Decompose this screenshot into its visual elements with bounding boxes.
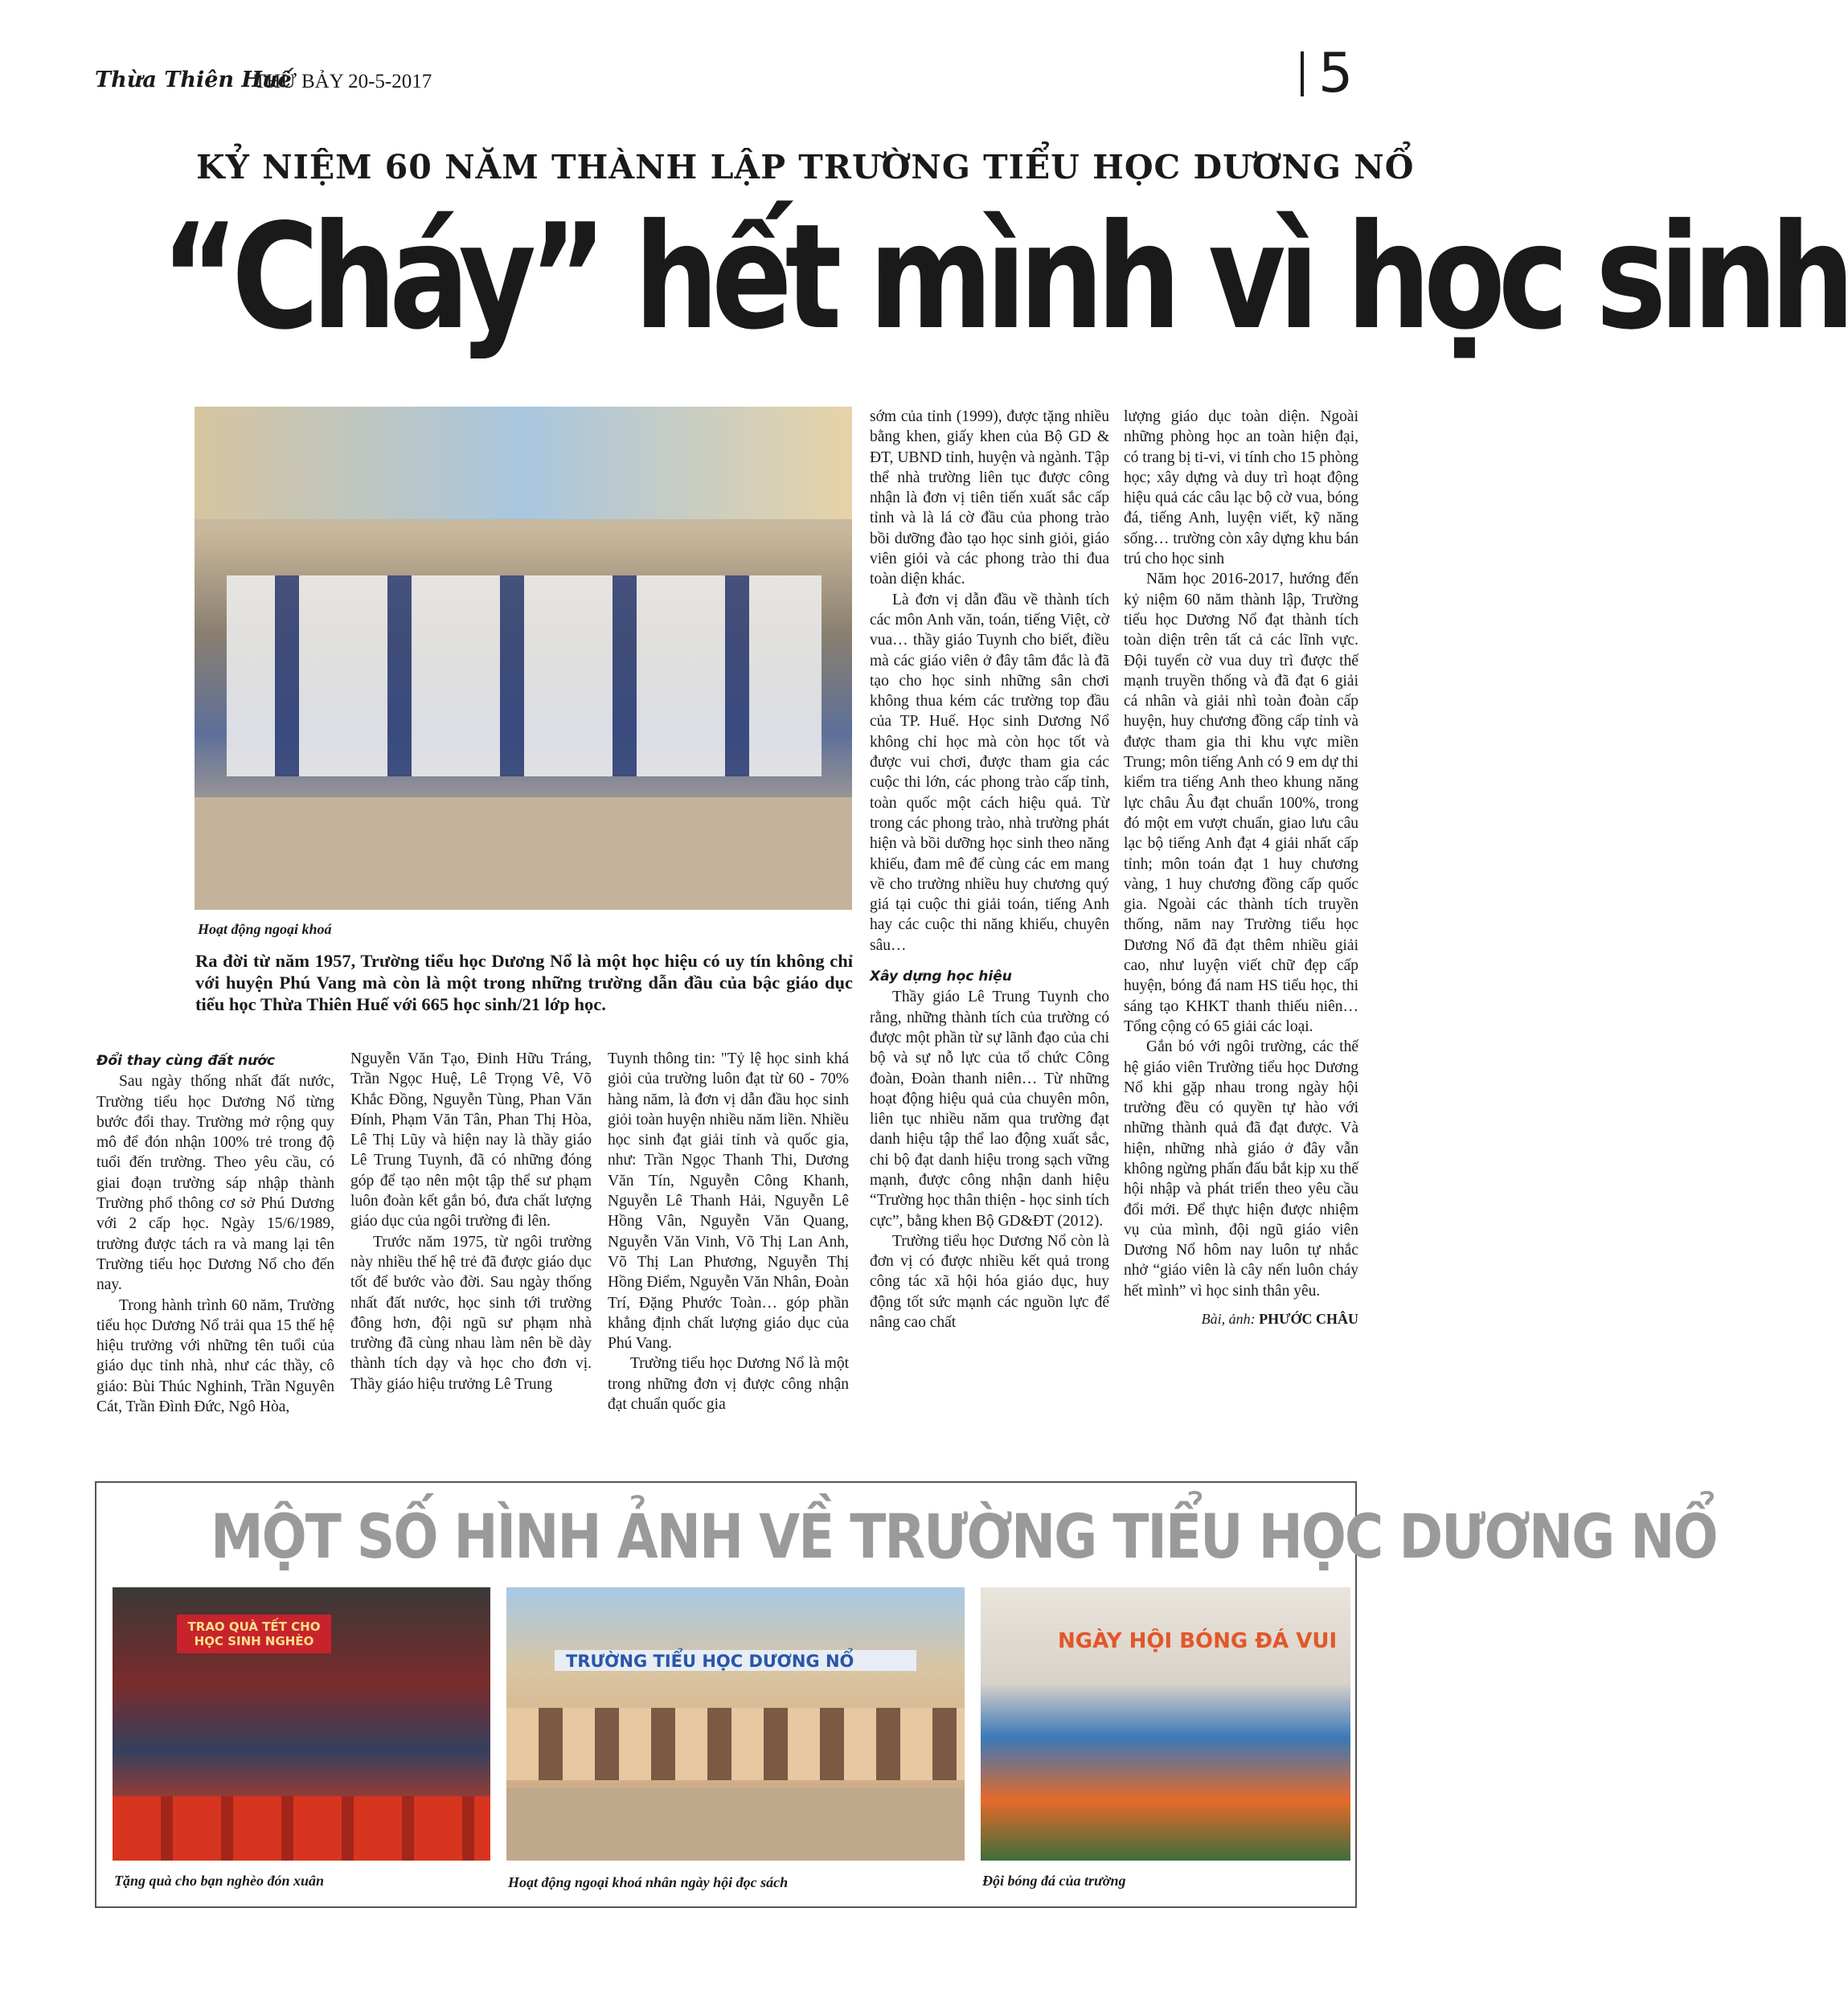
paragraph: sớm của tỉnh (1999), được tặng nhiều bằng khen, giấy khen của Bộ GD & ĐT, UBND tỉnh, huyện và ngành. Tập thể nhà trường liên tục được công nhận là đơn vị tiên tiến xuất sắc cấp tỉnh và là lá cờ đầu của phong trào bồi dưỡng đào tạo học sinh giỏi, giáo viên giỏi và các phong trào thi đua toàn diện khác. bbox=[870, 408, 1109, 588]
article-headline: “Cháy” hết mình vì học sinh bbox=[161, 192, 1848, 362]
byline-label: Bài, ảnh: bbox=[1201, 1311, 1256, 1328]
gallery-photo-football bbox=[981, 1587, 1350, 1861]
article-lede: Ra đời từ năm 1957, Trường tiểu học Dương Nổ là một học hiệu có uy tín không chỉ với huyện Phú Vang mà còn là một trong những trường dẫn đầu của bậc giáo dục tiểu học Thừa Thiên Huế với 665 học sinh/21 lớp học. bbox=[195, 951, 853, 1014]
photo-students bbox=[227, 575, 822, 776]
photo-sign-banner: TRAO QUÀ TẾT CHO HỌC SINH NGHÈO bbox=[177, 1615, 331, 1653]
gallery-caption-3: Đội bóng đá của trường bbox=[982, 1873, 1126, 1889]
paragraph: Sau ngày thống nhất đất nước, Trường tiểu học Dương Nổ từng bước đổi thay. Trường mở rộng quy mô để đón nhận 100% trẻ trong độ tuổi đến trường. Theo yêu cầu, có giai đoạn trường sáp nhập thành Trường phổ thông cơ sở Phú Dương với 2 cấp học. Ngày 15/6/1989, trường được tách ra và mang lại tên Trường tiểu học Dương Nổ cho đến nay. bbox=[96, 1073, 334, 1294]
byline-author: PHƯỚC CHÂU bbox=[1259, 1311, 1358, 1328]
paragraph: Năm học 2016-2017, hướng đến kỷ niệm 60 năm thành lập, Trường tiểu học Dương Nổ đạt thành tích toàn diện trên tất cả các lĩnh vực. Đội tuyển cờ vua duy trì được thế mạnh truyền thống và đã đạt 6 giải cá nhân và giải nhì toàn đoàn cấp huyện, huy chương đồng cấp tỉnh và được tham gia thi khu vực miền Trung; môn tiếng Anh có 9 em dự thi kiểm tra tiếng Anh theo khung năng lực châu Âu đạt chuẩn 100%, trong đó một em vượt chuẩn, giao lưu câu lạc bộ tiếng Anh đạt 4 giải nhất cấp tỉnh; môn toán đạt 1 huy chương vàng, 1 huy chương đồng cấp quốc gia. Ngoài các thành tích truyền thống, năm nay Trường tiểu học Dương Nổ đã đạt thêm nhiều giải cao, như luyện viết chữ đẹp cấp huyện, bóng đá nam HS tiểu học, thi sáng tạo KHKT thanh thiếu niên… Tổng cộng có 65 giải các loại. bbox=[1124, 571, 1358, 1035]
gallery-title: MỘT SỐ HÌNH ẢNH VỀ TRƯỜNG TIỂU HỌC DƯƠNG NỔ bbox=[211, 1501, 1717, 1573]
gallery-photo-gifts bbox=[113, 1587, 490, 1861]
paragraph: Gắn bó với ngôi trường, các thế hệ giáo viên Trường tiểu học Dương Nổ khi gặp nhau trong ngày hội trường đều có quyền tự hào với những thành quả đã đạt được. Và hiện, những nhà giáo ở đây vẫn không ngừng phấn đấu bắt kịp xu thế hội nhập và phát triển theo yêu cầu đổi mới. Để thực hiện được nhiệm vụ của mình, đội ngũ giáo viên Dương Nổ hôm nay luôn tự nhắc nhở “giáo viên là cây nến luôn cháy hết mình” vì học sinh thân yêu. bbox=[1124, 1038, 1358, 1300]
page-number: 5 bbox=[1318, 42, 1354, 105]
photo-schoolyard bbox=[506, 1788, 965, 1861]
main-photo-caption: Hoạt động ngoại khoá bbox=[198, 921, 332, 937]
paragraph: Trường tiểu học Dương Nổ còn là đơn vị có được nhiều kết quả trong công tác xã hội hóa giáo dục, huy động tốt sức mạnh các nguồn lực để nâng cao chất bbox=[870, 1232, 1109, 1332]
paragraph: Trong hành trình 60 năm, Trường tiểu học Dương Nổ trải qua 15 thế hệ hiệu trưởng với những tên tuổi của giáo dục tỉnh nhà, như các thầy, cô giáo: Bùi Thúc Nghinh, Trần Nguyên Cát, Trần Đình Đức, Ngô Hòa, bbox=[96, 1296, 334, 1416]
paragraph: lượng giáo dục toàn diện. Ngoài những phòng học an toàn hiện đại, có trang bị ti-vi, vi tính cho 15 phòng học; xây dựng và duy trì hoạt động hiệu quả các câu lạc bộ cờ vua, bóng đá, tiếng Anh, luyện viết, kỹ năng sống… trường còn xây dựng khu bán trú cho học sinh bbox=[1124, 408, 1358, 568]
article-kicker: KỶ NIỆM 60 NĂM THÀNH LẬP TRƯỜNG TIỂU HỌC DƯƠNG NỔ bbox=[196, 148, 1415, 186]
photo-school-sign-text: TRƯỜNG TIỂU HỌC DƯƠNG NỔ bbox=[566, 1652, 854, 1671]
article-column-bottom-2 bbox=[350, 1049, 592, 1394]
gallery-caption-2: Hoạt động ngoại khoá nhân ngày hội đọc sách bbox=[508, 1874, 789, 1890]
photo-football-banner: NGÀY HỘI BÓNG ĐÁ VUI bbox=[1058, 1629, 1338, 1653]
photo-background-crowd bbox=[195, 407, 852, 519]
article-column-bottom-1 bbox=[96, 1051, 334, 1417]
paragraph: Thầy giáo Lê Trung Tuynh cho rằng, những thành tích của trường có được một phần từ sự lãnh đạo của chi bộ và sự nỗ lực của tổ chức Công đoàn, Đoàn thanh niên… Từ những hoạt động hiệu quả của chuyên môn, liên tục nhiều năm qua trường đạt danh hiệu tập thể lao động xuất sắc, chi bộ đạt danh hiệu trong sạch vững mạnh, được công nhận danh hiệu “Trường học thân thiện - học sinh tích cực”, bằng khen Bộ GD&ĐT (2012). bbox=[870, 989, 1109, 1230]
paragraph: Trước năm 1975, từ ngôi trường này nhiều thế hệ trẻ đã được giáo dục tốt để bước vào đời. Sau ngày thống nhất đất nước, học sinh tới trường đông hơn, đội ngũ sư phạm nhà trường đã cùng nhau làm nên bề dày thành tích dạy và học cho đơn vị. Thầy giáo hiệu trưởng Lê Trung bbox=[350, 1233, 592, 1393]
byline bbox=[1124, 1309, 1358, 1329]
subhead-changes: Đổi thay cùng đất nước bbox=[96, 1053, 275, 1069]
subhead-building-brand: Xây dựng học hiệu bbox=[870, 968, 1012, 985]
paragraph: Là đơn vị dẫn đầu về thành tích các môn Anh văn, toán, tiếng Việt, cờ vua… thầy giáo Tuynh cho biết, điều mà các giáo viên ở đây tâm đắc là đã tạo cho học sinh những sân chơi không thua kém các trường top đầu của TP. Huế. Học sinh Dương Nổ không chỉ học mà còn học tốt và được vui chơi, được tham gia các cuộc thi lớn, các phong trào cấp tỉnh, toàn quốc một cách hiệu quả. Từ trong các phong trào, nhà trường phát hiện và bồi dưỡng học sinh theo năng khiếu, đam mê để cùng các em mang về cho trường nhiều huy chương quý giá tại cuộc thi giải toán, tiếng Anh hay các cuộc thi năng khiếu, chuyên sâu… bbox=[870, 591, 1109, 954]
article-column-3 bbox=[1124, 407, 1358, 1329]
issue-date: THỨ BẢY 20-5-2017 bbox=[254, 71, 432, 92]
masthead: Thừa Thiên Huế bbox=[95, 68, 292, 92]
photo-gift-bags bbox=[113, 1796, 490, 1861]
article-column-bottom-3 bbox=[608, 1049, 849, 1415]
page-divider bbox=[1301, 51, 1304, 96]
photo-ground bbox=[195, 797, 852, 910]
main-photo bbox=[195, 407, 852, 910]
paragraph: Tuynh thông tin: "Tỷ lệ học sinh khá giỏi của trường luôn đạt từ 60 - 70% hàng năm, là đơn vị dẫn đầu học sinh giỏi toàn huyện nhiều năm liền. Nhiều học sinh đạt giải tỉnh và quốc gia, như: Trần Ngọc Thanh Thi, Dương Văn Tín, Nguyễn Công Khanh, Nguyễn Lê Thanh Hải, Nguyễn Lê Hồng Vân, Nguyễn Văn Quang, Nguyễn Văn Vinh, Võ Thị Lan Anh, Võ Thị Lan Phương, Nguyễn Thị Hồng Điểm, Nguyễn Văn Nhân, Đoàn Trí, Đặng Phước Toàn… góp phần khẳng định chất lượng giáo dục của Phú Vang. bbox=[608, 1050, 849, 1353]
paragraph: Trường tiểu học Dương Nổ là một trong những đơn vị được công nhận đạt chuẩn quốc gia bbox=[608, 1355, 849, 1414]
gallery-caption-1: Tặng quà cho bạn nghèo đón xuân bbox=[114, 1873, 325, 1889]
article-column-2 bbox=[870, 407, 1109, 1333]
paragraph: Nguyễn Văn Tạo, Đinh Hữu Tráng, Trần Ngọc Huệ, Lê Trọng Vê, Võ Khắc Đồng, Nguyễn Tùng, Phan Văn Đính, Phạm Văn Tân, Phan Thị Hòa, Lê Thị Lũy và hiện nay là thầy giáo Lê Trung Tuynh, đã có những đóng góp để tạo nên một tập thể sư phạm luôn đoàn kết gắn bó, đưa chất lượng giáo dục của ngôi trường đi lên. bbox=[350, 1050, 592, 1230]
photo-school-building bbox=[506, 1708, 965, 1780]
gallery-photo-school bbox=[506, 1587, 965, 1861]
